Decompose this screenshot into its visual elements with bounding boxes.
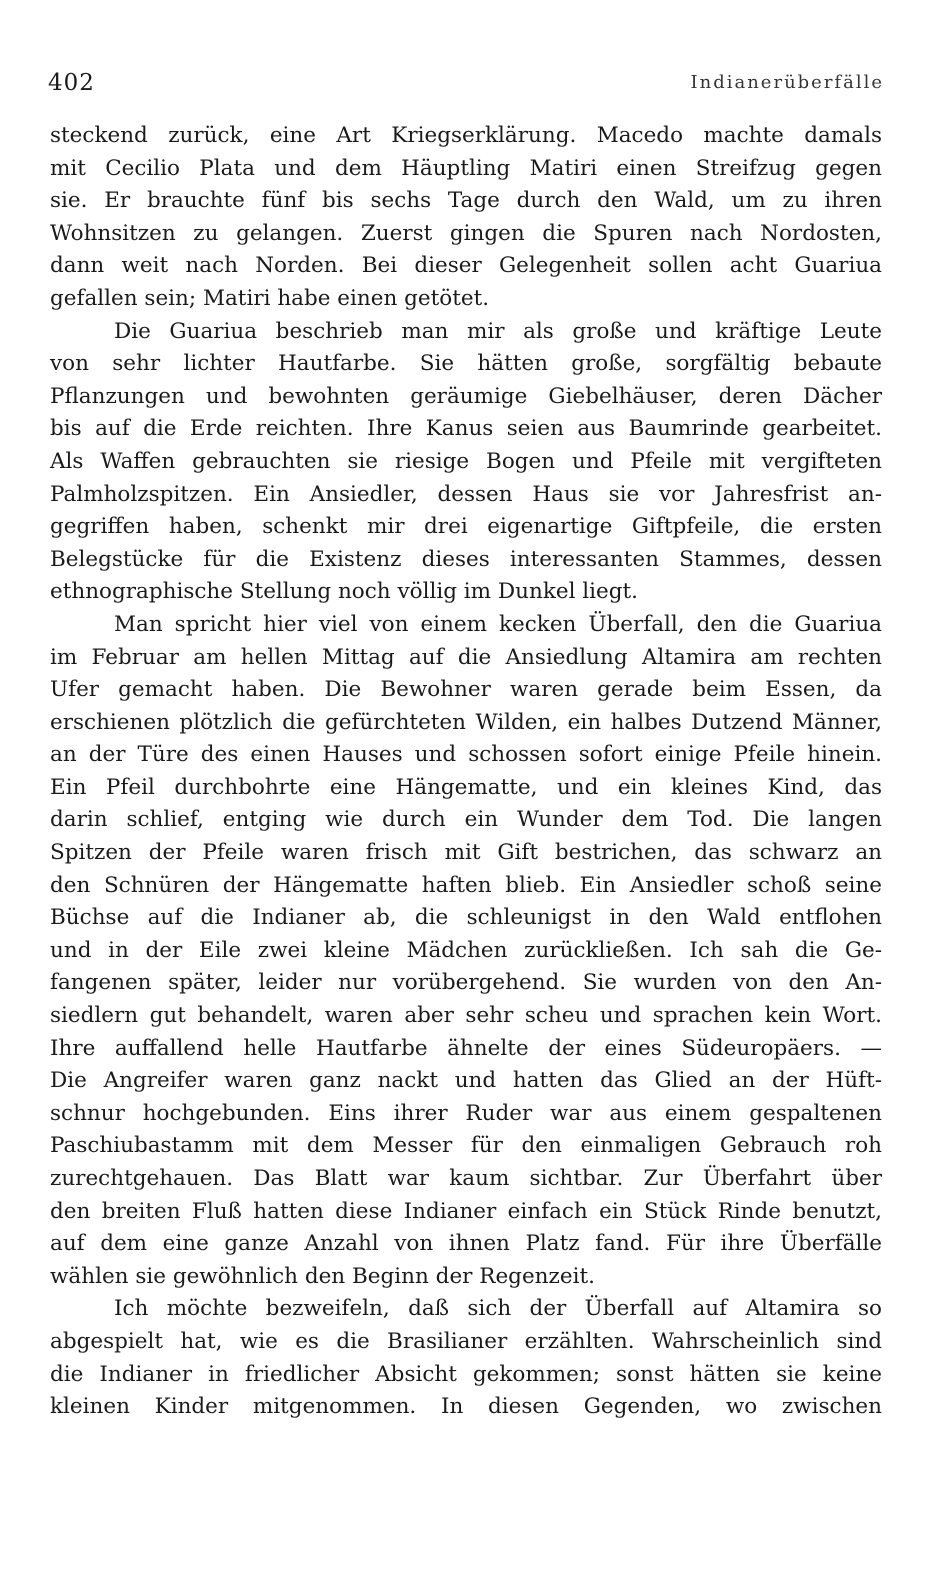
text-line: an der Türe des einen Hauses und schossen sofort einige Pfeile hinein.	[50, 742, 882, 768]
text-line: Pflanzungen und bewohnten geräumige Giebelhäuser, deren Dächer	[50, 383, 882, 409]
text-line: zurechtgehauen. Das Blatt war kaum sichtbar. Zur Überfahrt über	[50, 1166, 882, 1191]
text-line: sie. Er brauchte fünf bis sechs Tage durch den Wald, um zu ihren	[50, 188, 882, 214]
text-line: fangenen später, leider nur vorübergehend. Sie wurden von den An-	[50, 970, 882, 996]
body-text	[50, 120, 882, 1424]
text-line: den breiten Fluß hatten diese Indianer einfach ein Stück Rinde benutzt,	[50, 1198, 882, 1224]
text-line: darin schlief, entging wie durch ein Wunder dem Tod. Die langen	[50, 807, 882, 833]
text-line: ethnographische Stellung noch völlig im Dunkel liegt.	[50, 579, 638, 605]
paragraph-start-line: Die Guariua beschrieb man mir als große und kräftige Leute	[114, 318, 882, 344]
text-line: gegriffen haben, schenkt mir drei eigenartige Giftpfeile, die ersten	[50, 514, 882, 540]
text-line: erschienen plötzlich die gefürchteten Wilden, ein halbes Dutzend Männer,	[50, 709, 882, 735]
text-line: bis auf die Erde reichten. Ihre Kanus seien aus Baumrinde gearbeitet.	[50, 416, 882, 442]
text-line: Ufer gemacht haben. Die Bewohner waren gerade beim Essen, da	[50, 677, 882, 703]
text-line: den Schnüren der Hängematte haften blieb. Ein Ansiedler schoß seine	[50, 872, 882, 898]
text-line: wählen sie gewöhnlich den Beginn der Regenzeit.	[50, 1263, 595, 1289]
text-line: die Indianer in friedlicher Absicht gekommen; sonst hätten sie keine	[50, 1361, 882, 1387]
text-line: Ihre auffallend helle Hautfarbe ähnelte der eines Südeuropäers. —	[50, 1035, 882, 1061]
running-title: Indianerüberfälle	[690, 72, 884, 93]
text-line: Spitzen der Pfeile waren frisch mit Gift bestrichen, das schwarz an	[50, 840, 882, 866]
text-line: Paschiubastamm mit dem Messer für den einmaligen Gebrauch roh	[50, 1133, 882, 1159]
paragraph-start-line: Man spricht hier viel von einem kecken Überfall, den die Guariua	[114, 611, 882, 637]
text-line: mit Cecilio Plata und dem Häuptling Matiri einen Streifzug gegen	[50, 155, 882, 181]
text-line: von sehr lichter Hautfarbe. Sie hätten große, sorgfältig bebaute	[50, 351, 882, 377]
text-line: kleinen Kinder mitgenommen. In diesen Gegenden, wo zwischen	[50, 1394, 882, 1420]
text-line: steckend zurück, eine Art Kriegserklärung. Macedo machte damals	[50, 123, 882, 148]
paragraph-start-line: Ich möchte bezweifeln, daß sich der Überfall auf Altamira so	[114, 1296, 882, 1322]
text-line: Als Waffen gebrauchten sie riesige Bogen und Pfeile mit vergifteten	[50, 448, 882, 474]
text-line: Ein Pfeil durchbohrte eine Hängematte, und ein kleines Kind, das	[50, 774, 882, 800]
text-line: schnur hochgebunden. Eins ihrer Ruder war aus einem gespaltenen	[50, 1100, 882, 1126]
text-line: auf dem eine ganze Anzahl von ihnen Platz fand. Für ihre Überfälle	[50, 1231, 882, 1257]
page-header	[48, 70, 884, 110]
page-number: 402	[48, 70, 95, 96]
text-line: siedlern gut behandelt, waren aber sehr scheu und sprachen kein Wort.	[50, 1003, 882, 1029]
text-line: dann weit nach Norden. Bei dieser Gelegenheit sollen acht Guariua	[50, 253, 882, 279]
text-line: Büchse auf die Indianer ab, die schleunigst in den Wald entflohen	[50, 905, 882, 931]
text-line: Palmholzspitzen. Ein Ansiedler, dessen Haus sie vor Jahresfrist an-	[50, 481, 882, 507]
text-line: abgespielt hat, wie es die Brasilianer erzählten. Wahrscheinlich sind	[50, 1328, 882, 1354]
text-line: gefallen sein; Matiri habe einen getötet.	[50, 285, 490, 311]
text-line: und in der Eile zwei kleine Mädchen zurückließen. Ich sah die Ge-	[50, 937, 882, 963]
text-line: Wohnsitzen zu gelangen. Zuerst gingen die Spuren nach Nordosten,	[50, 220, 882, 246]
text-line: im Februar am hellen Mittag auf die Ansiedlung Altamira am rechten	[50, 644, 882, 670]
text-line: Die Angreifer waren ganz nackt und hatten das Glied an der Hüft-	[50, 1068, 882, 1094]
text-line: Belegstücke für die Existenz dieses interessanten Stammes, dessen	[50, 546, 882, 572]
